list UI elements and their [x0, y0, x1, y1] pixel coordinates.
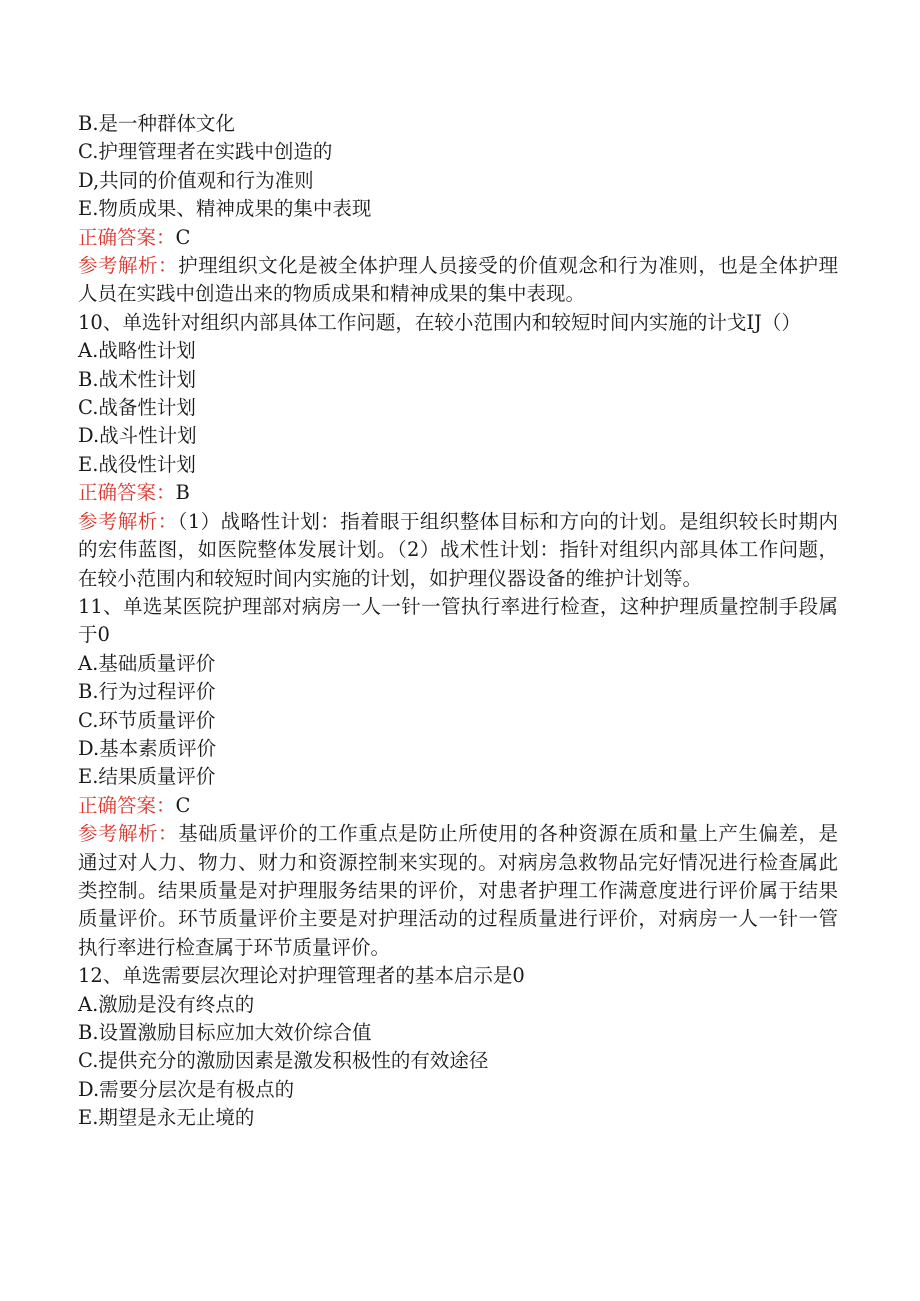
option-item: D,共同的价值观和行为准则: [78, 168, 314, 192]
option-item: E.结果质量评价: [78, 765, 216, 789]
option-item: E.战役性计划: [78, 452, 196, 476]
document-page: [78, 110, 838, 1133]
answer-value: B: [175, 481, 190, 505]
option-item: B.战术性计划: [78, 367, 197, 391]
option-item: E.期望是永无止境的: [78, 1106, 255, 1130]
correct-answer: [78, 479, 838, 507]
answer-value: C: [175, 793, 191, 817]
option-item: C.护理管理者在实践中创造的: [78, 140, 333, 164]
analysis-text: 基础质量评价的工作重点是防止所使用的各种资源在质和量上产生偏差，是通过对人力、物力、财力和资源控制来实现的。对病房急救物品完好情况进行检查属此类控制。结果质量是对护理服务结果的评价，对患者护理工作满意度进行评价属于结果质量评价。环节质量评价主要是对护理活动的过程质量进行评价，对病房一人一针一管执行率进行检查属于环节质量评价。: [78, 822, 838, 959]
answer-label: 正确答案：: [78, 793, 176, 817]
option-item: B.是一种群体文化: [78, 112, 236, 135]
analysis-label: 参考解析：: [78, 254, 179, 278]
option-item: A.激励是没有终点的: [78, 992, 255, 1016]
option-item: D.需要分层次是有极点的: [78, 1077, 295, 1101]
analysis: [78, 508, 838, 593]
question-10: 10、单选针对组织内部具体工作问题，在较小范围内和较短时间内实施的计戈IJ（）: [78, 310, 801, 334]
option-item: A.战略性计划: [78, 339, 196, 363]
question-11: 11、单选某医院护理部对病房一人一针一管执行率进行检查，这种护理质量控制手段属于0: [78, 594, 838, 647]
analysis-text: 护理组织文化是被全体护理人员接受的价值观念和行为准则，也是全体护理人员在实践中创造出来的物质成果和精神成果的集中表现。: [78, 254, 838, 306]
analysis-text: （1）战略性计划：指着眼于组织整体目标和方向的计划。是组织较长时期内的宏伟蓝图，如医院整体发展计划。（2）战术性计划：指针对组织内部具体工作问题，在较小范围内和较短时间内实施的计划，如护理仪器设备的维护计划等。: [78, 509, 838, 590]
option-item: B.设置激励目标应加大效价综合值: [78, 1021, 372, 1044]
correct-answer: [78, 792, 838, 820]
analysis-label: 参考解析：: [78, 822, 179, 846]
option-item: D.基本素质评价: [78, 736, 217, 760]
option-item: C.战备性计划: [78, 396, 196, 420]
analysis: [78, 252, 838, 309]
analysis-label: 参考解析：: [78, 509, 178, 533]
option-item: D.战斗性计划: [78, 424, 197, 448]
answer-value: C: [175, 225, 191, 249]
question-12: 12、单选需要层次理论对护理管理者的基本启示是0: [78, 964, 525, 988]
option-item: C.环节质量评价: [78, 708, 216, 732]
answer-label: 正确答案：: [78, 481, 176, 505]
option-item: B.行为过程评价: [78, 680, 216, 704]
option-item: C.提供充分的激励因素是激发积极性的有效途径: [78, 1049, 489, 1073]
option-item: E.物质成果、精神成果的集中表现: [78, 197, 372, 221]
answer-label: 正确答案：: [78, 225, 176, 249]
option-item: A.基础质量评价: [78, 651, 216, 675]
correct-answer: [78, 224, 838, 252]
analysis: [78, 820, 838, 962]
